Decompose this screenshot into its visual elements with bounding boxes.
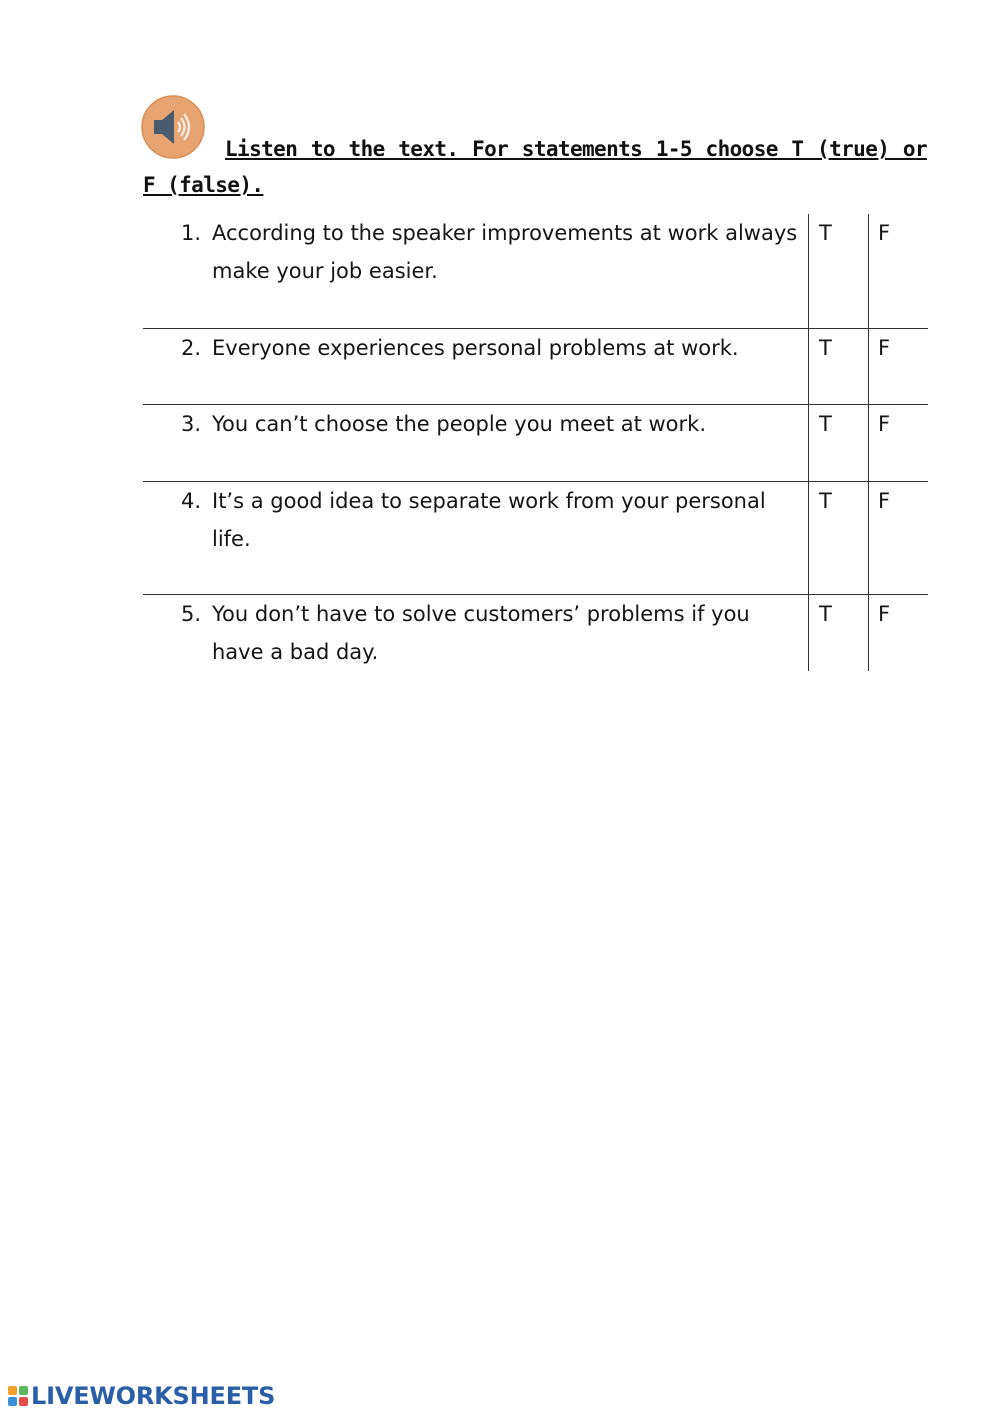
false-option-5[interactable]: F [878, 601, 891, 626]
false-option-3[interactable]: F [878, 411, 891, 436]
statement-text: You can’t choose the people you meet at work. [212, 411, 707, 436]
statement-5 [143, 595, 808, 671]
statement-text: You don’t have to solve customers’ problems if you have a bad day. [212, 601, 750, 664]
true-option-3[interactable]: T [819, 411, 832, 436]
table-row [143, 328, 928, 404]
table-row [143, 214, 928, 328]
true-option-1[interactable]: T [819, 221, 832, 245]
table-row [143, 481, 928, 594]
statement-number: 5. [181, 601, 202, 626]
instruction-text: Listen to the text. For statements 1-5 choose T (true) or F (false). [143, 137, 927, 197]
statement-2 [143, 329, 808, 367]
false-option-1[interactable]: F [878, 221, 891, 245]
logo-text: LIVEWORKSHEETS [31, 1382, 276, 1410]
statement-number: 2. [181, 335, 202, 360]
logo-icon [8, 1386, 28, 1406]
false-option-2[interactable]: F [878, 335, 891, 360]
true-option-4[interactable]: T [819, 488, 832, 513]
statement-number: 3. [181, 411, 202, 436]
true-option-2[interactable]: T [819, 335, 832, 360]
true-option-5[interactable]: T [819, 601, 832, 626]
statement-text: It’s a good idea to separate work from your personal life. [212, 488, 766, 551]
statement-3 [143, 405, 808, 443]
table-row [143, 594, 928, 671]
statement-text: According to the speaker improvements at work always make your job easier. [212, 221, 798, 283]
statement-1 [143, 214, 808, 290]
statement-4 [143, 482, 808, 558]
statement-text: Everyone experiences personal problems at work. [212, 335, 739, 360]
table-row [143, 404, 928, 481]
statement-number: 1. [181, 221, 202, 245]
statement-number: 4. [181, 488, 202, 513]
false-option-4[interactable]: F [878, 488, 891, 513]
statements-table [143, 214, 928, 671]
liveworksheets-logo [8, 1383, 275, 1409]
